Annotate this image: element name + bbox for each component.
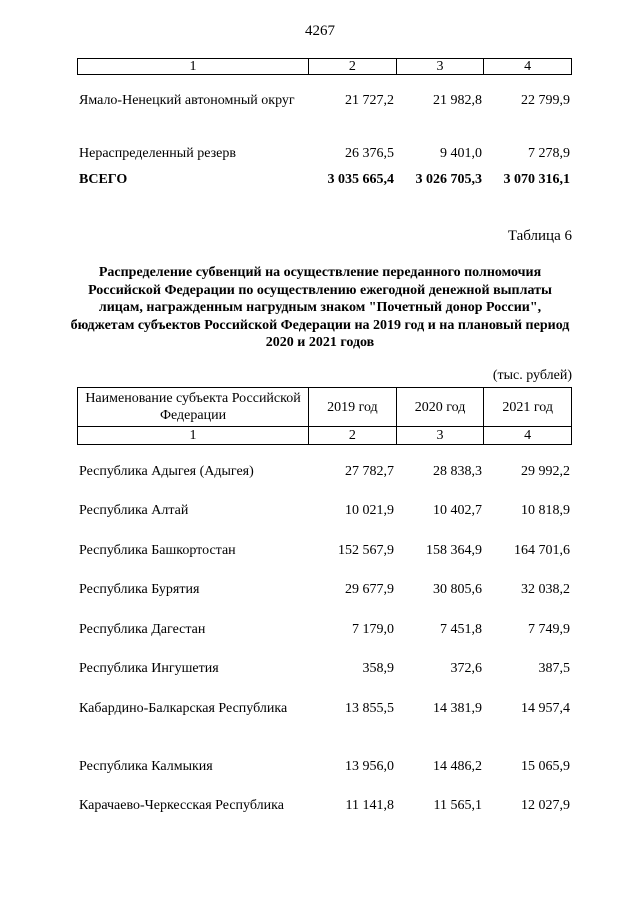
region-name: Ямало-Ненецкий автономный округ [79, 93, 295, 108]
region-name: Республика Дагестан [79, 622, 206, 637]
column-number: 4 [483, 59, 571, 74]
value-2021: 29 992,2 [521, 464, 570, 479]
value-2020: 3 026 705,3 [415, 172, 482, 187]
value-2019: 11 141,8 [345, 798, 394, 813]
top-table-header [77, 58, 572, 75]
units-label: (тыс. рублей) [492, 368, 572, 383]
value-2019: 26 376,5 [345, 146, 394, 161]
value-2020: 10 402,7 [433, 503, 482, 518]
value-2019: 3 035 665,4 [327, 172, 394, 187]
value-2019: 13 956,0 [345, 759, 394, 774]
value-2019: 29 677,9 [345, 582, 394, 597]
value-2019: 13 855,5 [345, 701, 394, 716]
value-2021: 7 278,9 [528, 146, 570, 161]
value-2019: 7 179,0 [352, 622, 394, 637]
column-number: 2 [308, 59, 396, 74]
value-2020: 11 565,1 [433, 798, 482, 813]
value-2020: 14 486,2 [433, 759, 482, 774]
value-2021: 14 957,4 [521, 701, 570, 716]
region-name: Республика Адыгея (Адыгея) [79, 464, 254, 479]
total-label: ВСЕГО [79, 172, 128, 187]
value-2019: 27 782,7 [345, 464, 394, 479]
value-2021: 15 065,9 [521, 759, 570, 774]
region-name: Республика Башкортостан [79, 543, 236, 558]
value-2020: 30 805,6 [433, 582, 482, 597]
column-number: 2 [308, 427, 396, 444]
value-2019: 21 727,2 [345, 93, 394, 108]
value-2019: 358,9 [362, 661, 394, 676]
header-2020: 2020 год [396, 388, 484, 426]
value-2021: 387,5 [538, 661, 570, 676]
region-name: Республика Бурятия [79, 582, 200, 597]
region-name: Кабардино-Балкарская Республика [79, 701, 288, 716]
value-2021: 32 038,2 [521, 582, 570, 597]
value-2021: 12 027,9 [521, 798, 570, 813]
value-2019: 152 567,9 [338, 543, 394, 558]
region-name: Республика Калмыкия [79, 759, 213, 774]
header-2019: 2019 год [308, 388, 396, 426]
value-2019: 10 021,9 [345, 503, 394, 518]
table-label: Таблица 6 [507, 228, 572, 244]
value-2021: 164 701,6 [514, 543, 570, 558]
value-2021: 22 799,9 [521, 93, 570, 108]
column-number: 3 [396, 59, 484, 74]
header-2021: 2021 год [483, 388, 571, 426]
column-number: 4 [483, 427, 571, 444]
table-title: Распределение субвенций на осуществление переданного полномочия Российской Федерации по осуществлению ежегодной денежной выплаты лицам, награжденным нагрудным знаком "Почетный донор России", бюджетам субъектов Российской Федерации на 2019 год и на плановый период 2020 и 2021 годов [70, 265, 570, 350]
region-name: Республика Ингушетия [79, 661, 219, 676]
region-name: Карачаево-Черкесская Республика [79, 798, 284, 813]
main-table-header [77, 387, 572, 445]
value-2020: 158 364,9 [426, 543, 482, 558]
value-2020: 14 381,9 [433, 701, 482, 716]
value-2021: 7 749,9 [528, 622, 570, 637]
value-2020: 21 982,8 [433, 93, 482, 108]
header-region: Наименование субъекта Российской Федерации [85, 391, 301, 423]
value-2020: 7 451,8 [440, 622, 482, 637]
column-number: 3 [396, 427, 484, 444]
value-2020: 372,6 [450, 661, 482, 676]
value-2021: 3 070 316,1 [503, 172, 570, 187]
region-name: Нераспределенный резерв [79, 146, 236, 161]
value-2021: 10 818,9 [521, 503, 570, 518]
region-name: Республика Алтай [79, 503, 189, 518]
value-2020: 28 838,3 [433, 464, 482, 479]
column-number: 1 [189, 428, 197, 443]
page-number: 4267 [305, 23, 335, 39]
column-number: 1 [189, 59, 197, 74]
value-2020: 9 401,0 [440, 146, 482, 161]
